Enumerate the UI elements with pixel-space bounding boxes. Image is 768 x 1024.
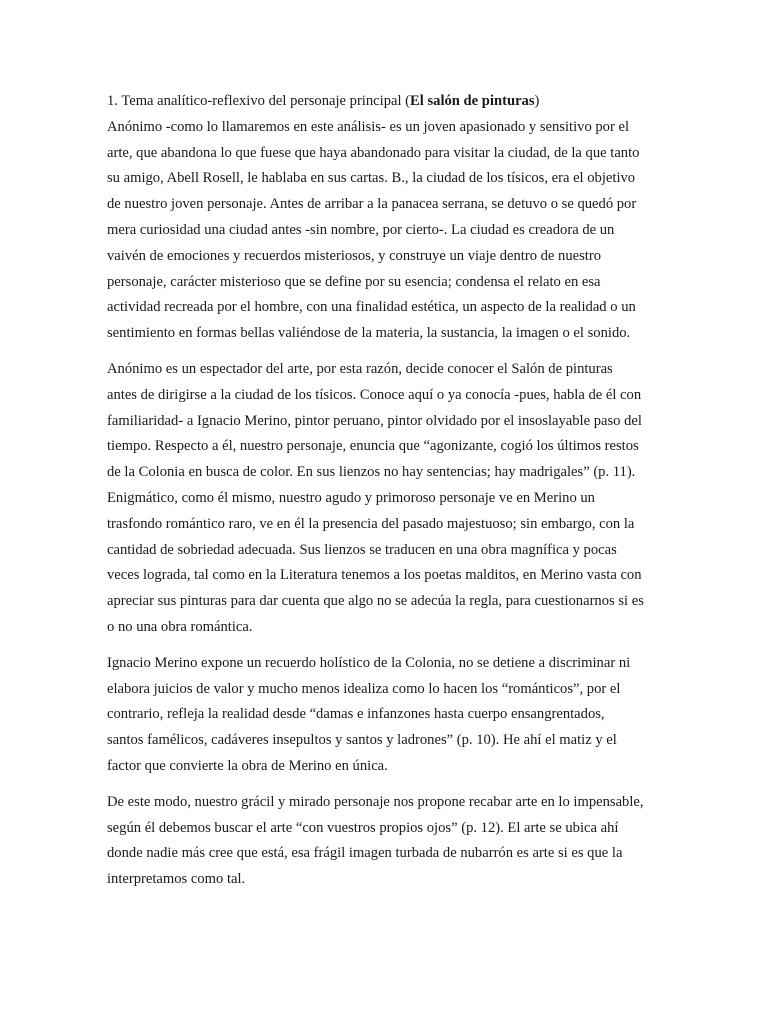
- paragraph-line: de nuestro joven personaje. Antes de arribar a la panacea serrana, se detuvo o se quedó por: [107, 196, 637, 213]
- heading-prefix: 1. Tema analítico-reflexivo del personaje principal (: [107, 93, 411, 109]
- paragraph-line: Ignacio Merino expone un recuerdo holístico de la Colonia, no se detiene a discriminar ni: [107, 654, 631, 671]
- paragraph-line: antes de dirigirse a la ciudad de los tísicos. Conoce aquí o ya conocía -pues, habla de él con: [107, 386, 642, 403]
- paragraph-line: familiaridad- a Ignacio Merino, pintor peruano, pintor olvidado por el insoslayable paso del: [107, 412, 642, 429]
- paragraph-line: de la Colonia en busca de color. En sus lienzos no hay sentencias; hay madrigales” (p. 11).: [107, 464, 636, 481]
- paragraph-line: interpretamos como tal.: [107, 871, 246, 888]
- paragraph-line: o no una obra romántica.: [107, 618, 253, 635]
- paragraph-line: actividad recreada por el hombre, con una finalidad estética, un aspecto de la realidad o un: [107, 299, 636, 316]
- paragraph-3: [107, 651, 667, 780]
- paragraph-1: [107, 115, 667, 347]
- section-heading: [107, 89, 667, 115]
- heading-bold-title: El salón de pinturas: [410, 93, 535, 109]
- paragraph-line: donde nadie más cree que está, esa frágil imagen turbada de nubarrón es arte si es que la: [107, 845, 623, 862]
- paragraph-line: santos famélicos, cadáveres insepultos y santos y ladrones” (p. 10). He ahí el matiz y el: [107, 732, 617, 749]
- paragraph-line: veces lograda, tal como en la Literatura tenemos a los poetas malditos, en Merino vasta con: [107, 567, 642, 584]
- paragraph-spacer: [107, 780, 667, 790]
- paragraph-line: tiempo. Respecto a él, nuestro personaje, enuncia que “agonizante, cogió los últimos restos: [107, 438, 639, 455]
- document-body: [107, 89, 667, 893]
- paragraph-line: factor que convierte la obra de Merino en única.: [107, 757, 388, 774]
- heading-suffix: ): [534, 93, 540, 109]
- paragraph-line: vaivén de emociones y recuerdos misteriosos, y construye un viaje dentro de nuestro: [107, 247, 602, 264]
- paragraph-line: personaje, carácter misterioso que se define por su esencia; condensa el relato en esa: [107, 273, 601, 290]
- paragraph-line: elabora juicios de valor y mucho menos idealiza como lo hacen los “románticos”, por el: [107, 680, 621, 697]
- paragraph-line: su amigo, Abell Rosell, le hablaba en sus cartas. B., la ciudad de los tísicos, era el objetivo: [107, 170, 636, 187]
- paragraph-line: contrario, refleja la realidad desde “damas e infanzones hasta cuerpo ensangrentados,: [107, 706, 605, 723]
- paragraph-line: según él debemos buscar el arte “con vuestros propios ojos” (p. 12). El arte se ubica ahí: [107, 819, 619, 836]
- paragraph-line: apreciar sus pinturas para dar cuenta que algo no se adecúa la regla, para cuestionarnos si es: [107, 593, 644, 610]
- paragraph-4: [107, 790, 667, 893]
- paragraph-line: cantidad de sobriedad adecuada. Sus lienzos se traducen en una obra magnífica y pocas: [107, 541, 617, 558]
- paragraph-spacer: [107, 641, 667, 651]
- paragraph-line: Anónimo es un espectador del arte, por esta razón, decide conocer el Salón de pinturas: [107, 360, 613, 377]
- paragraph-spacer: [107, 347, 667, 357]
- paragraph-line: Anónimo -como lo llamaremos en este análisis- es un joven apasionado y sensitivo por el: [107, 118, 630, 135]
- paragraph-line: De este modo, nuestro grácil y mirado personaje nos propone recabar arte en lo impensable,: [107, 793, 644, 810]
- paragraph-line: arte, que abandona lo que fuese que haya abandonado para visitar la ciudad, de la que tanto: [107, 144, 640, 161]
- paragraph-line: sentimiento en formas bellas valiéndose de la materia, la sustancia, la imagen o el sonido.: [107, 325, 631, 342]
- paragraph-line: trasfondo romántico raro, ve en él la presencia del pasado majestuoso; sin embargo, con la: [107, 515, 635, 532]
- paragraph-line: Enigmático, como él mismo, nuestro agudo y primoroso personaje ve en Merino un: [107, 489, 595, 506]
- paragraph-2: [107, 357, 667, 641]
- paragraph-line: mera curiosidad una ciudad antes -sin nombre, por cierto-. La ciudad es creadora de un: [107, 221, 615, 238]
